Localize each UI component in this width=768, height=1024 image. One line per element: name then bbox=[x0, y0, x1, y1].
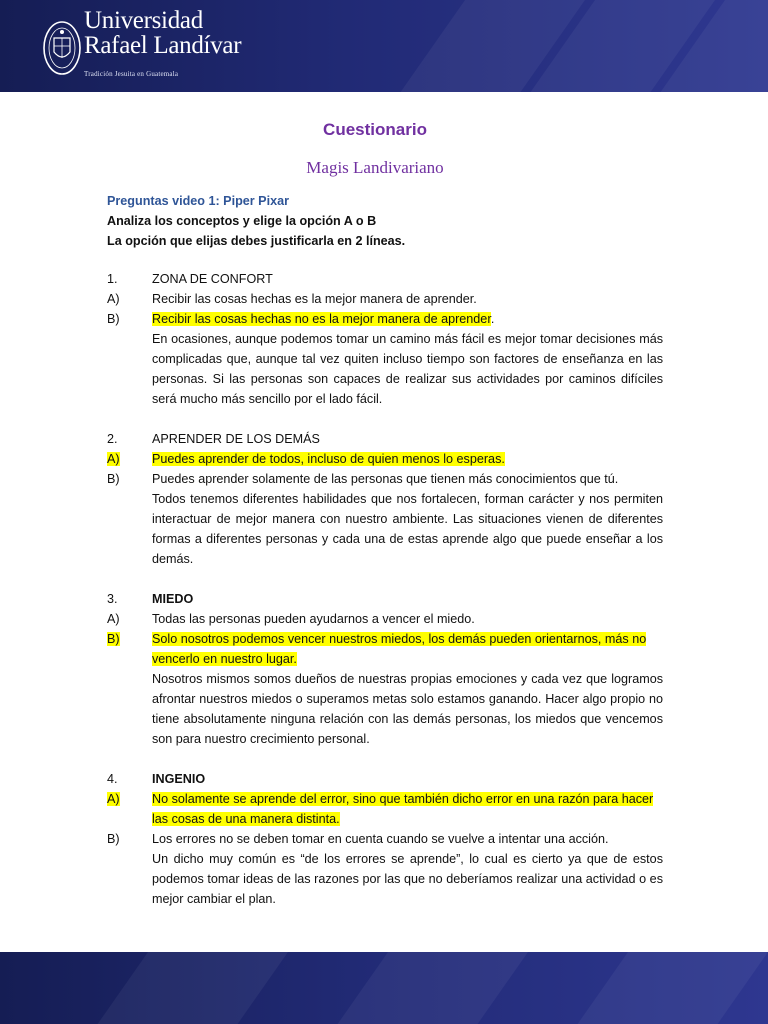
university-logo-name bbox=[84, 8, 241, 58]
option-b-marker: B) bbox=[107, 832, 120, 846]
option-a-text: Recibir las cosas hechas es la mejor manera de aprender. bbox=[152, 292, 477, 306]
justification-text: En ocasiones, aunque podemos tomar un camino más fácil es mejor tomar decisiones más complicadas que, aunque tal vez quiten incluso tiempo son factores de enseñanza en las personas. Si las personas son capaces de realizar sus actividades por caminos difíciles será mucho más sencillo por el lado fácil. bbox=[152, 332, 663, 406]
logo-line-2: Rafael Landívar bbox=[84, 32, 242, 59]
question-number: 1. bbox=[107, 272, 118, 286]
question-1 bbox=[107, 269, 663, 409]
option-a-text-selected: No solamente se aprende del error, sino que también dicho error en una razón para hacer las cosas de una manera distinta. bbox=[152, 792, 654, 826]
question-heading: INGENIO bbox=[152, 772, 206, 786]
university-seal-icon bbox=[42, 20, 82, 76]
option-a-marker: A) bbox=[107, 792, 120, 806]
option-b-text-selected: Recibir las cosas hechas no es la mejor manera de aprender bbox=[152, 312, 491, 326]
option-b-marker: B) bbox=[107, 312, 120, 326]
question-2 bbox=[107, 429, 663, 569]
option-b-marker: B) bbox=[107, 472, 120, 486]
question-heading: ZONA DE CONFORT bbox=[152, 272, 273, 286]
question-heading: APRENDER DE LOS DEMÁS bbox=[152, 432, 320, 446]
question-4 bbox=[107, 769, 663, 909]
justification-text: Nosotros mismos somos dueños de nuestras propias emociones y cada vez que logramos afrontar nuestros miedos o superamos metas solo estamos ganando. Hacer algo propio no tiene absolutamente ninguna relación con las demás personas, los miedos que vencemos son para nuestro crecimiento personal. bbox=[152, 672, 663, 746]
question-list bbox=[107, 269, 663, 909]
option-a-text-selected: Puedes aprender de todos, incluso de quien menos lo esperas. bbox=[152, 452, 505, 466]
option-a-text: Todas las personas pueden ayudarnos a vencer el miedo. bbox=[152, 612, 475, 626]
option-a-marker: A) bbox=[107, 452, 120, 466]
question-number: 4. bbox=[107, 772, 118, 786]
document-body bbox=[107, 118, 663, 929]
question-number: 3. bbox=[107, 592, 118, 606]
option-b-text-selected: Solo nosotros podemos vencer nuestros miedos, los demás pueden orientarnos, más no vencerlo en nuestro lugar. bbox=[152, 632, 647, 666]
document-title: Cuestionario bbox=[323, 120, 427, 139]
section-heading: Preguntas video 1: Piper Pixar bbox=[107, 194, 289, 208]
header-band bbox=[0, 0, 768, 92]
instruction-line-1: Analiza los conceptos y elige la opción A o B bbox=[107, 214, 377, 228]
logo-tagline: Tradición Jesuita en Guatemala bbox=[84, 70, 179, 78]
footer-band bbox=[0, 952, 768, 1024]
instruction-line-2: La opción que elijas debes justificarla en 2 líneas. bbox=[107, 234, 406, 248]
option-a-marker: A) bbox=[107, 612, 120, 626]
justification-text: Un dicho muy común es “de los errores se aprende”, lo cual es cierto ya que de estos podemos tomar ideas de las razones por las que no deberíamos realizar una actividad o es mejor cambiar el plan. bbox=[152, 852, 663, 906]
option-a-marker: A) bbox=[107, 292, 120, 306]
option-b-suffix: . bbox=[490, 312, 495, 326]
question-number: 2. bbox=[107, 432, 118, 446]
logo-line-1: Universidad bbox=[84, 7, 203, 34]
justification-text: Todos tenemos diferentes habilidades que nos fortalecen, forman carácter y nos permiten interactuar de mejor manera con nuestro ambiente. Las situaciones vienen de diferentes formas a diferentes personas y cada una de estas aprende algo que puede enseñar a los demás. bbox=[152, 492, 663, 566]
question-3 bbox=[107, 589, 663, 749]
option-b-marker: B) bbox=[107, 632, 120, 646]
option-b-text: Puedes aprender solamente de las personas que tienen más conocimientos que tú. bbox=[152, 472, 619, 486]
document-subtitle: Magis Landivariano bbox=[306, 158, 444, 177]
question-heading: MIEDO bbox=[152, 592, 194, 606]
option-b-text: Los errores no se deben tomar en cuenta cuando se vuelve a intentar una acción. bbox=[152, 832, 609, 846]
